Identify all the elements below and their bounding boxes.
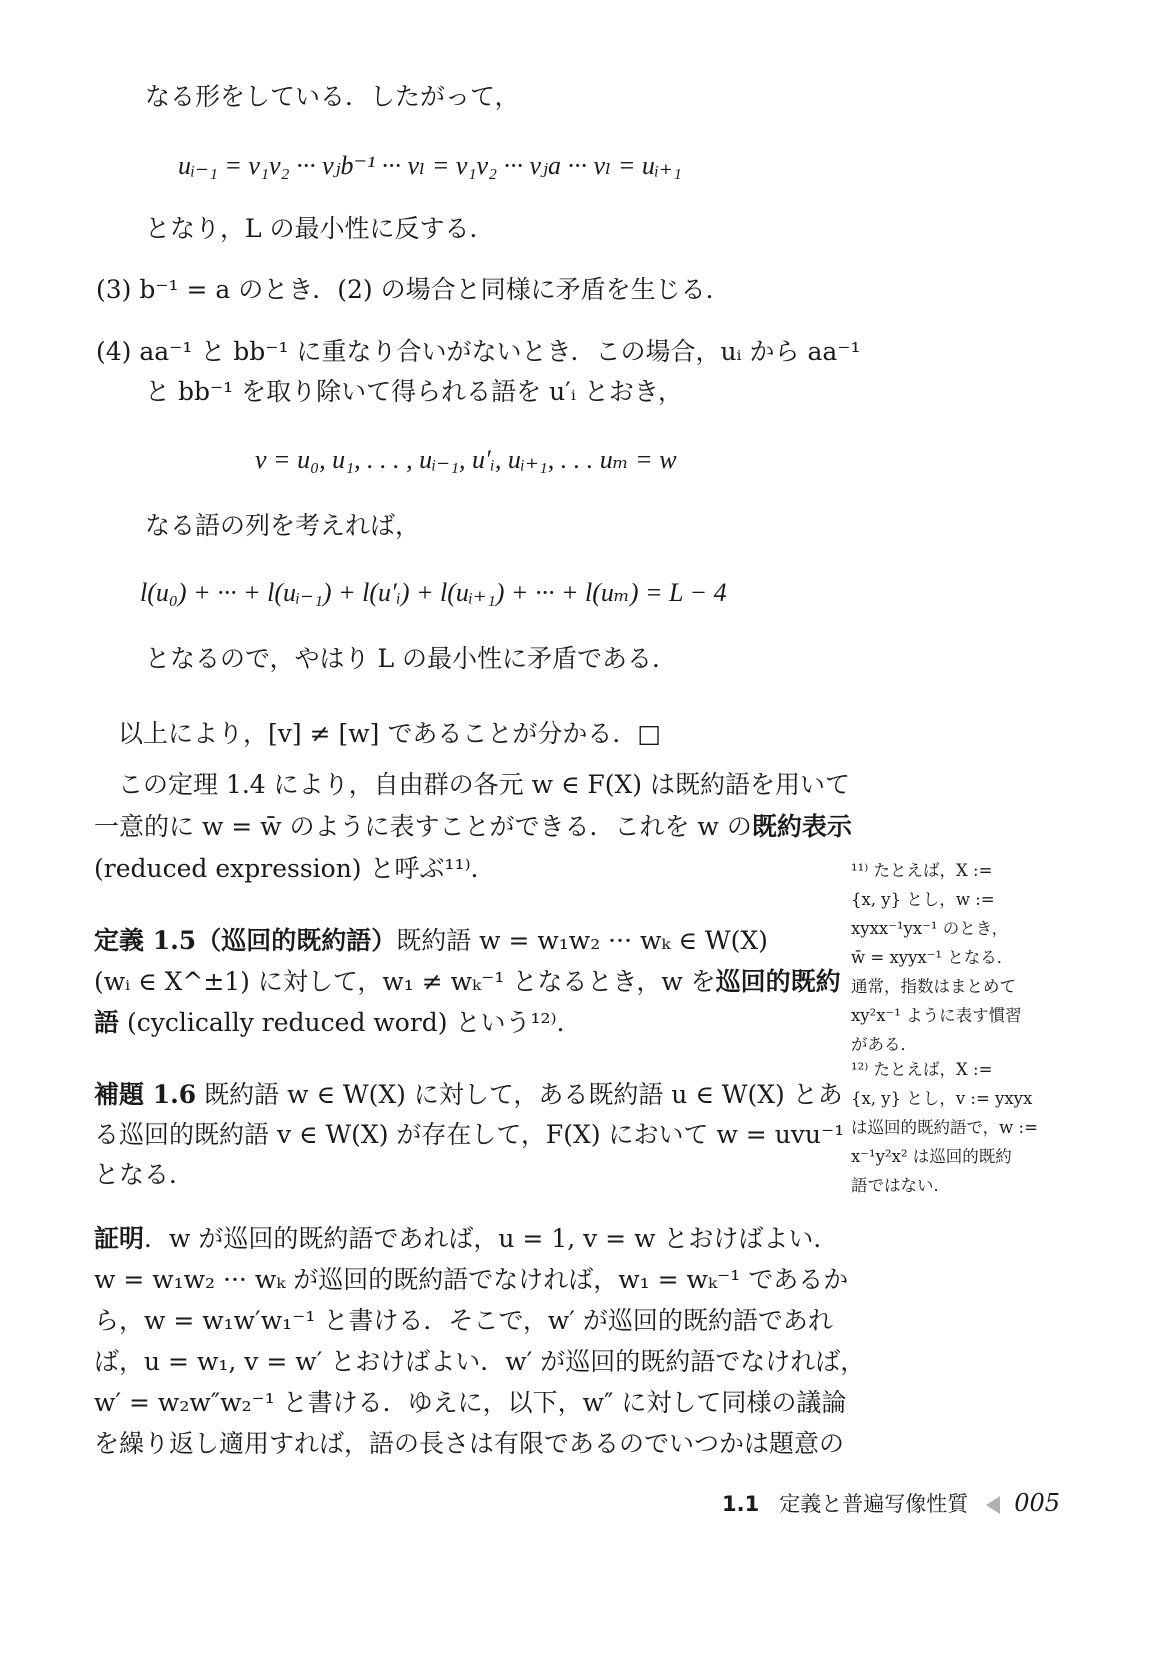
definition-line-1 [94,923,768,959]
proof-line-5: w′ = w₂w″w₂⁻¹ と書ける．ゆえに，以下，w″ に対して同様の議論 [94,1388,847,1417]
section-title: 定義と普遍写像性質 [779,1492,969,1516]
footnote-12-line: ¹²⁾ たとえば，X := [851,1060,993,1079]
definition-text: (wᵢ ∈ X^±1) に対して，w₁ ≠ wₖ⁻¹ となるとき，w を [94,967,716,996]
lemma-text: 既約語 w ∈ W(X) に対して，ある既約語 u ∈ W(X) とあ [196,1080,843,1109]
definition-line-3 [94,1005,582,1041]
reduced-expression-term: 既約表示 [751,812,852,841]
theorem-paragraph-line-2 [94,809,852,845]
proof-line-6: を繰り返し適用すれば，語の長さは有限であるのでいつかは題意の [94,1429,845,1458]
footnote-12 [851,1055,1038,1200]
case-3: (3) b⁻¹ = a のとき．(2) の場合と同様に矛盾を生じる． [96,275,731,304]
footnote-12-line: {x, y} とし，v := yxyx [851,1089,1033,1108]
section-number: 1.1 [722,1492,760,1516]
theorem-paragraph-line-1: この定理 1.4 により，自由群の各元 w ∈ F(X) は既約語を用いて [118,770,850,799]
page-number: 005 [1014,1489,1061,1517]
proof-line-4: ば，u = w₁, v = w′ とおけばよい．w′ が巡回的既約語でなければ， [94,1347,866,1376]
footnote-11-line: w̄ = xyyx⁻¹ となる． [851,948,1014,967]
contradiction-text: となるので，やはり L の最小性に矛盾である． [145,644,677,673]
footnote-11-line: xyxx⁻¹yx⁻¹ のとき， [851,919,1009,938]
proof-line-2: w = w₁w₂ ··· wₖ が巡回的既約語でなければ，w₁ = wₖ⁻¹ であるか [94,1265,849,1294]
theorem-paragraph-line-3: (reduced expression) と呼ぶ¹¹⁾． [94,854,496,883]
equation-3: l(u₀) + ··· + l(uᵢ₋₁) + l(u′ᵢ) + l(uᵢ₊₁) + ··· + l(uₘ) = L − 4 [140,578,727,607]
footnote-11-line: 通常，指数はまとめて [851,977,1016,996]
sequence-text: なる語の列を考えれば， [145,511,421,540]
proof-line-3: ら，w = w₁w′w₁⁻¹ と書ける．そこで，w′ が巡回的既約語であれ [94,1306,833,1335]
footnote-11-line: {x, y} とし，w := [851,890,995,909]
conclusion-text: 以上により，[v] ≠ [w] であることが分かる．□ [118,719,661,748]
definition-text: 既約語 w = w₁w₂ ··· wₖ ∈ W(X) [396,926,768,955]
theorem-paragraph-text: 一意的に w = w̄ のように表すことができる．これを w の [94,812,752,841]
footnote-12-line: は巡回的既約語で，w := [851,1118,1038,1137]
lemma-line-2: る巡回的既約語 v ∈ W(X) が存在して，F(X) において w = uvu⁻¹ [94,1120,845,1149]
lemma-title: 補題 1.6 [94,1080,197,1109]
running-footer [722,1488,1060,1518]
case-4-line-2: と bb⁻¹ を取り除いて得られる語を u′ᵢ とおき， [145,377,683,406]
case-4-line-1: (4) aa⁻¹ と bb⁻¹ に重なり合いがないとき．この場合，uᵢ から aa⁻¹ [96,337,861,366]
definition-text: (cyclically reduced word) という¹²⁾． [119,1008,582,1037]
proof-text: ．w が巡回的既約語であれば，u = 1, v = w とおけばよい． [144,1224,839,1253]
triangle-left-icon [986,1496,1000,1514]
definition-line-2 [94,964,841,1000]
footnote-11-line: xy²x⁻¹ ように表す慣習 [851,1006,1022,1025]
proof-title: 証明 [94,1224,145,1253]
intro-text: なる形をしている．したがって， [145,82,520,111]
equation-2: v = u₀, u₁, . . . , uᵢ₋₁, u′ᵢ, uᵢ₊₁, . . . uₘ = w [255,445,677,474]
lemma-line-3: となる． [94,1160,195,1189]
minimality-text: となり，L の最小性に反する． [145,214,495,243]
equation-1: uᵢ₋₁ = v₁v₂ ··· vⱼb⁻¹ ··· vₗ = v₁v₂ ··· vⱼa ··· vₗ = uᵢ₊₁ [178,151,682,180]
cyclically-reduced-term: 巡回的既約 [715,967,841,996]
footnote-11-line: がある． [851,1035,917,1054]
footnote-12-line: x⁻¹y²x² は巡回的既約 [851,1147,1012,1166]
definition-title: 定義 1.5（巡回的既約語） [94,926,397,955]
cyclically-reduced-term-end: 語 [94,1008,120,1037]
proof-line-1 [94,1221,838,1257]
lemma-line-1 [94,1077,843,1113]
footnote-11 [851,856,1022,1059]
footnote-12-line: 語ではない． [851,1176,950,1195]
footnote-11-line: ¹¹⁾ たとえば，X := [851,861,993,880]
